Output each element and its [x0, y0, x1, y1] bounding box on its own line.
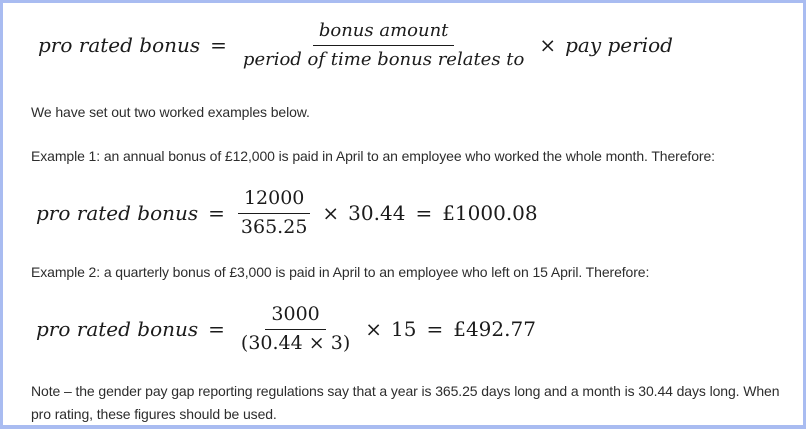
formula-example1-result: £1000.08 [442, 201, 538, 225]
formula-example1-fraction [235, 187, 313, 239]
intro-paragraph: We have set out two worked examples below. [31, 104, 310, 120]
fraction-denominator: 365.25 [240, 216, 308, 238]
formula-general-fraction [237, 19, 530, 71]
equals-sign: = [426, 317, 444, 341]
example2-paragraph: Example 2: a quarterly bonus of £3,000 is paid in April to an employee who left on 15 April. Therefore: [31, 264, 650, 280]
formula-example2-fraction [235, 303, 356, 355]
fraction-denominator: (30.44 × 3) [240, 332, 351, 354]
formula-example2-lhs: pro rated bonus [36, 317, 199, 341]
equals-sign: = [210, 33, 227, 57]
formula-example1 [36, 187, 538, 239]
formula-example2-result: £492.77 [453, 317, 536, 341]
multiply-sign: × [365, 317, 382, 341]
equals-sign: = [208, 317, 225, 341]
formula-general-rhs: pay period [565, 33, 673, 57]
fraction-numerator: bonus amount [313, 19, 455, 46]
formula-general [38, 19, 673, 71]
formula-general-lhs: pro rated bonus [38, 33, 201, 57]
equals-sign: = [208, 201, 225, 225]
formula-example1-lhs: pro rated bonus [36, 201, 199, 225]
multiply-sign: × [539, 33, 557, 57]
example1-paragraph: Example 1: an annual bonus of £12,000 is paid in April to an employee who worked the whole month. Therefore: [31, 148, 715, 164]
multiply-sign: × [322, 201, 340, 225]
fraction-denominator: period of time bonus relates to [242, 49, 525, 70]
formula-example1-factor: 30.44 [348, 201, 406, 225]
fraction-numerator: 12000 [238, 187, 310, 214]
formula-example2-factor: 15 [391, 317, 417, 341]
formula-example2 [36, 303, 536, 355]
note-paragraph: Note – the gender pay gap reporting regulations say that a year is 365.25 days long and a month is 30.44 days long. When pro rating, these figures should be used. [31, 383, 780, 422]
fraction-numerator: 3000 [265, 303, 325, 330]
equals-sign: = [415, 201, 433, 225]
